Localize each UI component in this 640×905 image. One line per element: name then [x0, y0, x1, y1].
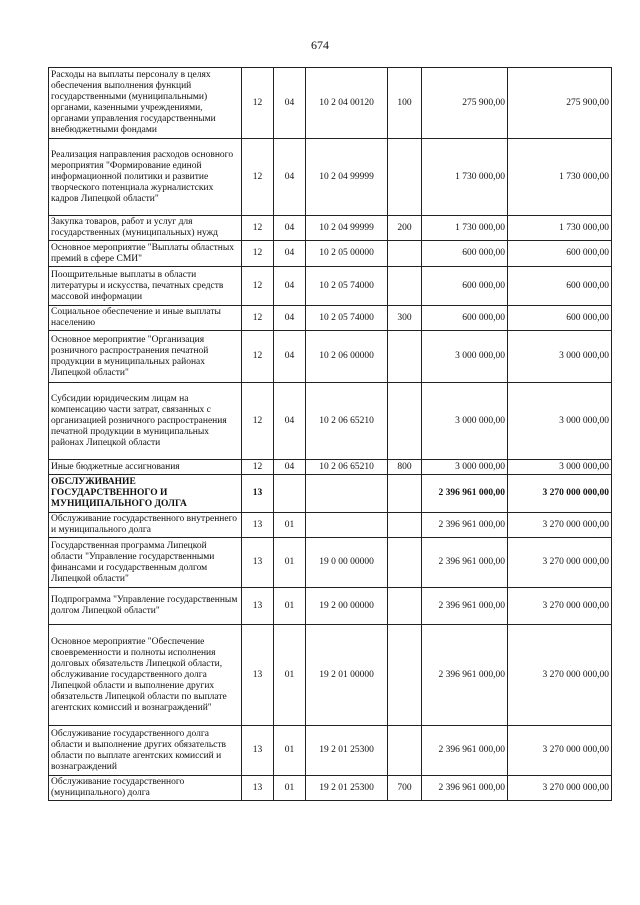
- target-article: [306, 475, 388, 513]
- row-name: Основное мероприятие "Обеспечение своевременности и полноты исполнения долговых обязательств Липецкой области, обслуживание государственного долга Липецкой области и выполнение других обязательств Липецкой области по выплате агентских комиссий и вознаграждений": [49, 625, 242, 726]
- expense-type: [388, 625, 422, 726]
- row-name: Обслуживание государственного долга области и выполнение других обязательств области по выплате агентских комиссий и вознаграждений: [49, 726, 242, 776]
- amount-year-2: 1 730 000,00: [508, 216, 612, 241]
- target-article: 10 2 04 99999: [306, 139, 388, 216]
- target-article: 19 0 00 00000: [306, 538, 388, 588]
- target-article: [306, 513, 388, 538]
- expense-type: [388, 331, 422, 383]
- section-code: 13: [242, 538, 274, 588]
- expense-type: 800: [388, 460, 422, 475]
- row-name: Социальное обеспечение и иные выплаты населению: [49, 306, 242, 331]
- target-article: 10 2 05 74000: [306, 267, 388, 306]
- amount-year-1: 2 396 961 000,00: [422, 475, 508, 513]
- subsection-code: 04: [274, 460, 306, 475]
- amount-year-1: 1 730 000,00: [422, 216, 508, 241]
- target-article: 10 2 06 65210: [306, 460, 388, 475]
- target-article: 19 2 00 00000: [306, 588, 388, 625]
- subsection-code: 04: [274, 306, 306, 331]
- expense-type: [388, 538, 422, 588]
- amount-year-1: 600 000,00: [422, 241, 508, 267]
- expense-type: [388, 139, 422, 216]
- amount-year-2: 3 270 000 000,00: [508, 588, 612, 625]
- subsection-code: 04: [274, 267, 306, 306]
- section-code: 12: [242, 331, 274, 383]
- subsection-code: 04: [274, 68, 306, 139]
- amount-year-1: 2 396 961 000,00: [422, 538, 508, 588]
- subsection-code: 04: [274, 241, 306, 267]
- expense-type: 700: [388, 776, 422, 801]
- target-article: 19 2 01 25300: [306, 726, 388, 776]
- section-code: 12: [242, 216, 274, 241]
- table-row: [49, 460, 612, 475]
- section-code: 12: [242, 460, 274, 475]
- amount-year-1: 1 730 000,00: [422, 139, 508, 216]
- row-name: Подпрограмма "Управление государственным долгом Липецкой области": [49, 588, 242, 625]
- section-code: 12: [242, 241, 274, 267]
- table-row: [49, 538, 612, 588]
- amount-year-1: 2 396 961 000,00: [422, 776, 508, 801]
- subsection-code: 01: [274, 538, 306, 588]
- budget-table: [48, 67, 612, 801]
- section-code: 12: [242, 383, 274, 460]
- amount-year-2: 3 270 000 000,00: [508, 475, 612, 513]
- amount-year-1: 3 000 000,00: [422, 331, 508, 383]
- subsection-code: 01: [274, 588, 306, 625]
- amount-year-1: 2 396 961 000,00: [422, 588, 508, 625]
- table-body: [49, 68, 612, 801]
- expense-type: [388, 588, 422, 625]
- expense-type: [388, 383, 422, 460]
- section-code: 13: [242, 776, 274, 801]
- row-name: Основное мероприятие "Выплаты областных премий в сфере СМИ": [49, 241, 242, 267]
- row-name: Государственная программа Липецкой области "Управление государственными финансами и государственным долгом Липецкой области": [49, 538, 242, 588]
- expense-type: [388, 267, 422, 306]
- table-row: [49, 726, 612, 776]
- amount-year-1: 275 900,00: [422, 68, 508, 139]
- section-code: 13: [242, 588, 274, 625]
- table-row: [49, 267, 612, 306]
- table-row: [49, 776, 612, 801]
- target-article: 10 2 06 00000: [306, 331, 388, 383]
- amount-year-2: 3 000 000,00: [508, 331, 612, 383]
- section-code: 12: [242, 306, 274, 331]
- subsection-code: 01: [274, 726, 306, 776]
- table-row: [49, 625, 612, 726]
- section-code: 12: [242, 139, 274, 216]
- amount-year-2: 3 000 000,00: [508, 460, 612, 475]
- subsection-code: [274, 475, 306, 513]
- subsection-code: 04: [274, 383, 306, 460]
- row-name: Поощрительные выплаты в области литературы и искусства, печатных средств массовой информации: [49, 267, 242, 306]
- section-code: 13: [242, 475, 274, 513]
- expense-type: 300: [388, 306, 422, 331]
- amount-year-1: 2 396 961 000,00: [422, 625, 508, 726]
- amount-year-2: 3 270 000 000,00: [508, 625, 612, 726]
- target-article: 10 2 05 00000: [306, 241, 388, 267]
- amount-year-2: 275 900,00: [508, 68, 612, 139]
- target-article: 10 2 06 65210: [306, 383, 388, 460]
- amount-year-2: 600 000,00: [508, 267, 612, 306]
- section-code: 12: [242, 267, 274, 306]
- amount-year-2: 3 270 000 000,00: [508, 538, 612, 588]
- row-name: Расходы на выплаты персоналу в целях обеспечения выполнения функций государственными (муниципальными) органами, казенными учреждениями, органами управления государственными внебюджетными фондами: [49, 68, 242, 139]
- subsection-code: 04: [274, 216, 306, 241]
- subsection-code: 01: [274, 513, 306, 538]
- amount-year-2: 3 270 000 000,00: [508, 513, 612, 538]
- target-article: 10 2 04 00120: [306, 68, 388, 139]
- row-name: Субсидии юридическим лицам на компенсацию части затрат, связанных с организацией розничного распространения печатной продукции в муниципальных районах Липецкой области: [49, 383, 242, 460]
- amount-year-2: 1 730 000,00: [508, 139, 612, 216]
- row-name: ОБСЛУЖИВАНИЕ ГОСУДАРСТВЕННОГО И МУНИЦИПАЛЬНОГО ДОЛГА: [49, 475, 242, 513]
- subsection-code: 01: [274, 776, 306, 801]
- row-name: Иные бюджетные ассигнования: [49, 460, 242, 475]
- expense-type: [388, 475, 422, 513]
- table-row: [49, 588, 612, 625]
- amount-year-1: 600 000,00: [422, 267, 508, 306]
- table-row: [49, 383, 612, 460]
- row-name: Основное мероприятие "Организация розничного распространения печатной продукции в муниципальных районах Липецкой области": [49, 331, 242, 383]
- amount-year-2: 600 000,00: [508, 306, 612, 331]
- target-article: 10 2 04 99999: [306, 216, 388, 241]
- table-row: [49, 331, 612, 383]
- amount-year-1: 2 396 961 000,00: [422, 513, 508, 538]
- table-row: [49, 139, 612, 216]
- page-number: 674: [311, 38, 329, 52]
- amount-year-1: 3 000 000,00: [422, 383, 508, 460]
- row-name: Закупка товаров, работ и услуг для государственных (муниципальных) нужд: [49, 216, 242, 241]
- table-row: [49, 475, 612, 513]
- subsection-code: 04: [274, 331, 306, 383]
- target-article: 10 2 05 74000: [306, 306, 388, 331]
- table-row: [49, 306, 612, 331]
- expense-type: [388, 241, 422, 267]
- row-name: Реализация направления расходов основного мероприятия "Формирование единой информационной политики и развитие творческого потенциала журналистских кадров Липецкой области": [49, 139, 242, 216]
- table-row: [49, 513, 612, 538]
- section-code: 13: [242, 513, 274, 538]
- table-row: [49, 216, 612, 241]
- target-article: 19 2 01 25300: [306, 776, 388, 801]
- amount-year-1: 600 000,00: [422, 306, 508, 331]
- amount-year-2: 600 000,00: [508, 241, 612, 267]
- table-row: [49, 241, 612, 267]
- expense-type: [388, 513, 422, 538]
- table-row: [49, 68, 612, 139]
- target-article: 19 2 01 00000: [306, 625, 388, 726]
- amount-year-1: 2 396 961 000,00: [422, 726, 508, 776]
- section-code: 13: [242, 625, 274, 726]
- amount-year-1: 3 000 000,00: [422, 460, 508, 475]
- amount-year-2: 3 270 000 000,00: [508, 726, 612, 776]
- expense-type: 200: [388, 216, 422, 241]
- row-name: Обслуживание государственного внутреннего и муниципального долга: [49, 513, 242, 538]
- amount-year-2: 3 000 000,00: [508, 383, 612, 460]
- expense-type: 100: [388, 68, 422, 139]
- subsection-code: 01: [274, 625, 306, 726]
- row-name: Обслуживание государственного (муниципального) долга: [49, 776, 242, 801]
- section-code: 12: [242, 68, 274, 139]
- amount-year-2: 3 270 000 000,00: [508, 776, 612, 801]
- section-code: 13: [242, 726, 274, 776]
- expense-type: [388, 726, 422, 776]
- subsection-code: 04: [274, 139, 306, 216]
